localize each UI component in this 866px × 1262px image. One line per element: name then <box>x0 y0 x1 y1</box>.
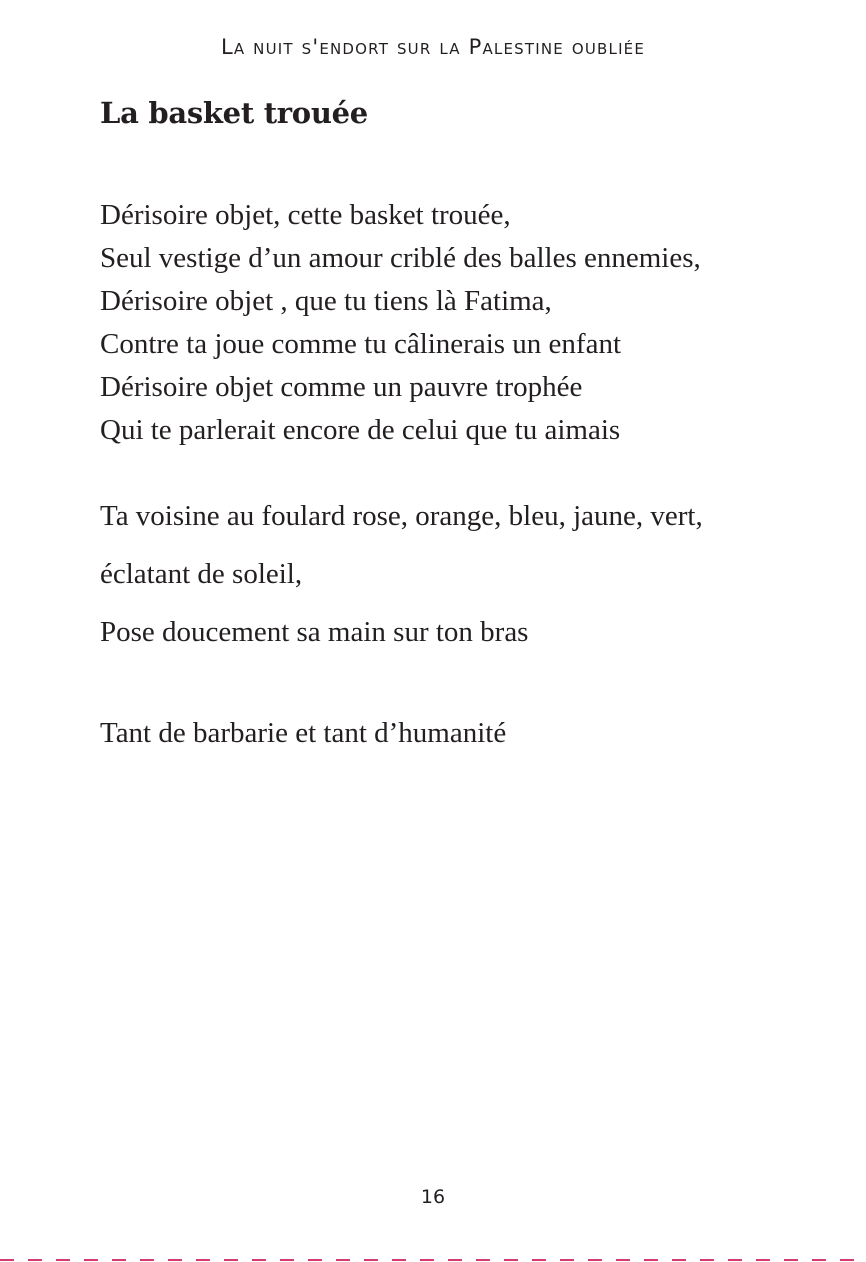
poem-line: Dérisoire objet comme un pauvre trophée <box>100 371 583 403</box>
poem-line: Contre ta joue comme tu câlinerais un enfant <box>100 328 622 360</box>
poem-line: Pose doucement sa main sur ton bras <box>100 616 529 648</box>
poem-line: Tant de barbarie et tant d’humanité <box>100 717 507 749</box>
poem-line: Ta voisine au foulard rose, orange, bleu, jaune, vert, <box>100 500 703 532</box>
poem-line: Dérisoire objet , que tu tiens là Fatima, <box>100 285 552 317</box>
poem-line: Seul vestige d’un amour criblé des balles ennemies, <box>100 242 701 274</box>
poem-line: Dérisoire objet, cette basket trouée, <box>100 199 511 231</box>
poem-line: éclatant de soleil, <box>100 558 303 590</box>
poem-line: Qui te parlerait encore de celui que tu aimais <box>100 414 621 446</box>
page-number: 16 <box>420 1186 446 1208</box>
running-header: La nuit s'endort sur la Palestine oubliée <box>220 35 646 59</box>
poem-title: La basket trouée <box>100 96 368 130</box>
page-edge-dashed-rule <box>0 1259 866 1261</box>
